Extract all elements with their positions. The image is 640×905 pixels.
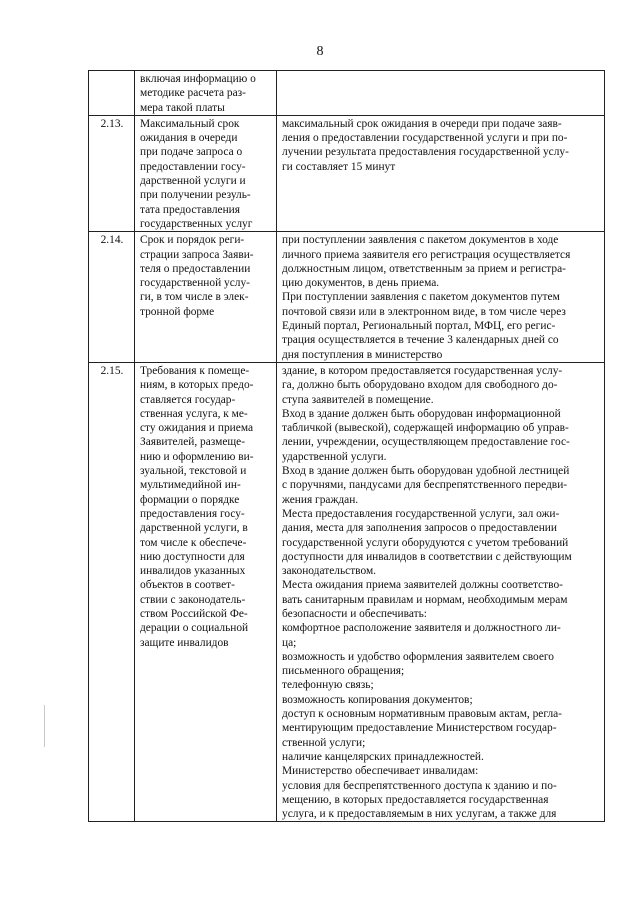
description-line: Министерство обеспечивает инвалидам: bbox=[282, 765, 479, 778]
section-number: 2.15. bbox=[89, 362, 135, 822]
section-number: 2.14. bbox=[89, 232, 135, 363]
description-line: услуга, и к предоставляемым в них услугам, а также для bbox=[282, 808, 557, 821]
description-paragraph bbox=[282, 507, 600, 578]
table-row bbox=[89, 71, 605, 116]
name-line: ством Российской Фе- bbox=[140, 607, 248, 620]
description-paragraph bbox=[282, 750, 600, 764]
name-line: том числе к обеспече- bbox=[140, 536, 247, 549]
description-paragraph bbox=[282, 707, 600, 750]
section-number bbox=[89, 71, 135, 116]
description-line: ударственной услуги. bbox=[282, 450, 387, 463]
description-line: безопасности и обеспечивать: bbox=[282, 607, 427, 620]
name-line: методике расчета раз- bbox=[140, 87, 246, 100]
name-line: дарственной услуги, в bbox=[140, 522, 248, 535]
name-line: включая информацию о bbox=[140, 73, 256, 85]
description-paragraph bbox=[282, 578, 600, 621]
name-line: мультимедийной ин- bbox=[140, 479, 241, 492]
name-line: ствии с законодатель- bbox=[140, 593, 246, 606]
description-paragraph bbox=[282, 290, 600, 361]
name-line: при подаче запроса о bbox=[140, 146, 243, 159]
description-paragraph bbox=[282, 779, 600, 822]
requirements-table bbox=[88, 70, 605, 822]
requirement-description bbox=[277, 115, 605, 231]
description-line: лучении результата предоставления государственной услу- bbox=[282, 146, 569, 159]
description-paragraph bbox=[282, 650, 600, 679]
description-line: Вход в здание должен быть оборудован информационной bbox=[282, 407, 561, 420]
description-paragraph bbox=[282, 678, 600, 692]
description-line: телефонную связь; bbox=[282, 679, 374, 692]
description-line: Единый портал, Региональный портал, МФЦ, его регис- bbox=[282, 320, 556, 333]
description-line: доступности для инвалидов в соответствии с действующим bbox=[282, 550, 572, 563]
description-line: жения граждан. bbox=[282, 493, 359, 506]
table-row bbox=[89, 362, 605, 822]
name-line: ниям, в которых предо- bbox=[140, 379, 254, 392]
name-line: нию и оформлению ви- bbox=[140, 450, 254, 463]
description-line: возможность и удобство оформления заявителем своего bbox=[282, 650, 555, 663]
description-line: лении, учреждении, осуществляющем предоставление гос- bbox=[282, 436, 570, 449]
name-line: ставляется государ- bbox=[140, 393, 236, 406]
description-line: ственной услуги; bbox=[282, 736, 366, 749]
name-line: мера такой платы bbox=[140, 101, 225, 114]
table-row bbox=[89, 115, 605, 231]
description-line: Места ожидания приема заявителей должны соответство- bbox=[282, 579, 563, 592]
description-line: вать санитарным правилам и нормам, необходимым мерам bbox=[282, 593, 568, 606]
requirement-description bbox=[277, 232, 605, 363]
name-line: ственная услуга, к ме- bbox=[140, 407, 248, 420]
name-line: при получении резуль- bbox=[140, 189, 251, 202]
description-line: га, должно быть оборудовано входом для свободного до- bbox=[282, 379, 558, 392]
requirement-name bbox=[135, 232, 277, 363]
description-line: ступа заявителей в помещение. bbox=[282, 393, 434, 406]
name-line: государственных услуг bbox=[140, 217, 253, 230]
description-line: трация осуществляется в течение 3 календарных дней со bbox=[282, 334, 559, 347]
description-line: Вход в здание должен быть оборудован удобной лестницей bbox=[282, 465, 570, 478]
description-line: почтовой связи или в электронном виде, в том числе через bbox=[282, 305, 566, 318]
description-line: ментирующим предоставление Министерством государ- bbox=[282, 722, 557, 735]
description-paragraph bbox=[282, 364, 600, 407]
description-line: наличие канцелярских принадлежностей. bbox=[282, 750, 484, 763]
name-line: нию доступности для bbox=[140, 550, 245, 563]
description-line: дня поступления в министерство bbox=[282, 348, 443, 361]
description-paragraph bbox=[282, 407, 600, 464]
description-paragraph bbox=[282, 117, 600, 174]
description-paragraph bbox=[282, 464, 600, 507]
requirement-description bbox=[277, 71, 605, 116]
name-line: объектов в соответ- bbox=[140, 579, 235, 592]
description-line: ца; bbox=[282, 636, 297, 649]
description-line: комфортное расположение заявителя и должностного ли- bbox=[282, 622, 561, 635]
description-line: должностным лицом, ответственным за прием и регистра- bbox=[282, 262, 566, 275]
description-paragraph bbox=[282, 764, 600, 778]
description-line: письменного обращения; bbox=[282, 665, 405, 678]
requirement-description bbox=[277, 362, 605, 822]
name-line: Срок и порядок реги- bbox=[140, 234, 245, 247]
description-line: Места предоставления государственной услуги, зал ожи- bbox=[282, 507, 560, 520]
description-line: При поступлении заявления с пакетом документов путем bbox=[282, 291, 560, 304]
description-line: доступ к основным нормативным правовым актам, регла- bbox=[282, 708, 562, 721]
description-line: законодательством. bbox=[282, 565, 377, 578]
name-line: государственной услу- bbox=[140, 277, 250, 290]
name-line: тронной форме bbox=[140, 305, 215, 318]
name-line: тата предоставления bbox=[140, 203, 240, 216]
name-line: защите инвалидов bbox=[140, 636, 229, 649]
name-line: зуальной, текстовой и bbox=[140, 465, 247, 478]
name-line: Требования к помеще- bbox=[140, 364, 250, 377]
name-line: сту ожидания и приема bbox=[140, 422, 254, 435]
name-line: теля о предоставлении bbox=[140, 262, 251, 275]
name-line: формации о порядке bbox=[140, 493, 240, 506]
name-line: дарственной услуги и bbox=[140, 175, 246, 188]
name-line: Максимальный срок bbox=[140, 117, 240, 130]
description-line: ления о предоставлении государственной услуги и при по- bbox=[282, 132, 568, 145]
description-line: дания, места для заполнения запросов о предоставлении bbox=[282, 522, 557, 535]
description-paragraph bbox=[282, 233, 600, 290]
description-line: с поручнями, пандусами для беспрепятственного передви- bbox=[282, 479, 568, 492]
section-number: 2.13. bbox=[89, 115, 135, 231]
description-line: личного приема заявителя его регистрация осуществляется bbox=[282, 248, 571, 261]
name-line: предоставлении госу- bbox=[140, 160, 246, 173]
description-line: цию документов, в день приема. bbox=[282, 277, 440, 290]
description-line: возможность копирования документов; bbox=[282, 693, 473, 706]
description-paragraph bbox=[282, 621, 600, 650]
requirement-name bbox=[135, 115, 277, 231]
table-row bbox=[89, 232, 605, 363]
name-line: страции запроса Заяви- bbox=[140, 248, 254, 261]
description-line: табличкой (вывеской), содержащей информацию об управ- bbox=[282, 422, 569, 435]
requirement-name bbox=[135, 71, 277, 116]
name-line: инвалидов указанных bbox=[140, 565, 246, 578]
description-line: ги составляет 15 минут bbox=[282, 160, 396, 173]
description-line: условия для беспрепятственного доступа к зданию и по- bbox=[282, 779, 557, 792]
description-line: максимальный срок ожидания в очереди при подаче заяв- bbox=[282, 117, 562, 130]
description-line: государственной услуги оборудуются с учетом требований bbox=[282, 536, 569, 549]
name-line: ги, в том числе в элек- bbox=[140, 291, 249, 304]
name-line: ожидания в очереди bbox=[140, 132, 238, 145]
name-line: предоставления госу- bbox=[140, 507, 245, 520]
description-line: здание, в котором предоставляется государственная услу- bbox=[282, 364, 563, 377]
name-line: дерации о социальной bbox=[140, 622, 249, 635]
description-paragraph bbox=[282, 693, 600, 707]
description-line: мещению, в которых предоставляется государственная bbox=[282, 793, 549, 806]
page-number: 8 bbox=[316, 44, 324, 59]
margin-mark bbox=[44, 705, 45, 747]
description-line: при поступлении заявления с пакетом документов в ходе bbox=[282, 234, 559, 247]
name-line: Заявителей, размеще- bbox=[140, 436, 246, 449]
requirement-name bbox=[135, 362, 277, 822]
